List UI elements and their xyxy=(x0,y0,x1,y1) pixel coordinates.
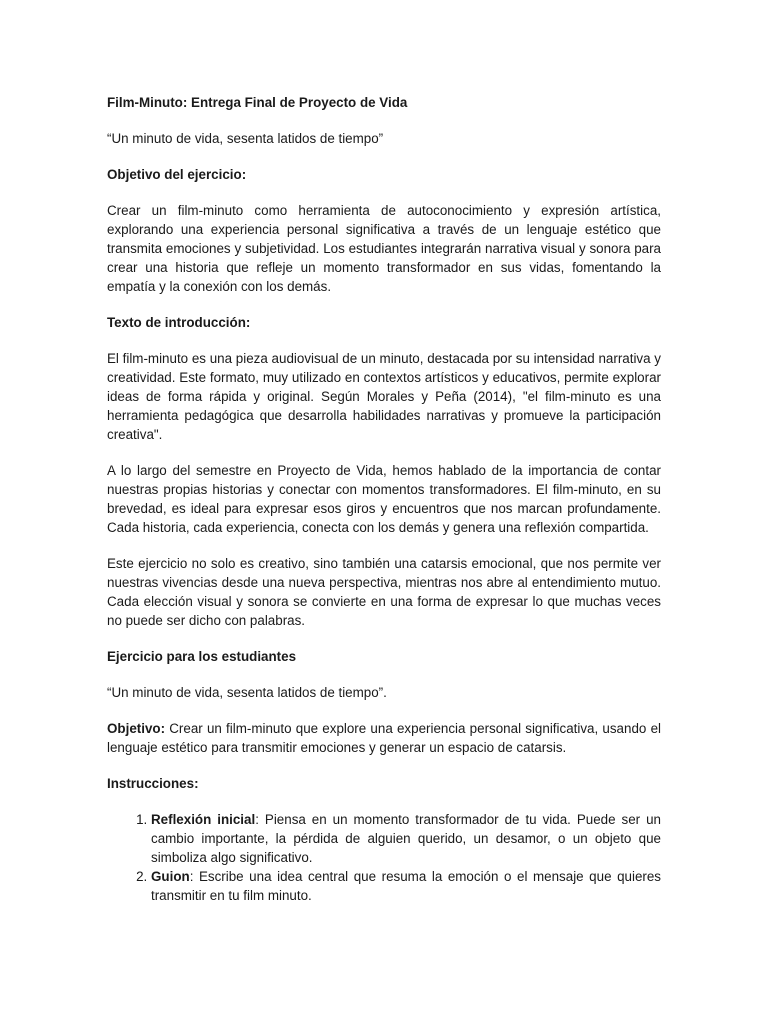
intro-heading: Texto de introducción: xyxy=(107,315,251,330)
list-item xyxy=(151,810,661,867)
list-item xyxy=(151,867,661,905)
exercise-objective-text: Crear un film-minuto que explore una experiencia personal significativa, usando el lenguaje estético para transmitir emociones y generar un espacio de catarsis. xyxy=(107,721,661,755)
instruction-text: : Escribe una idea central que resuma la emoción o el mensaje que quieres transmitir en tu film minuto. xyxy=(151,869,661,903)
instruction-label: Reflexión inicial xyxy=(151,812,256,827)
document-quote: “Un minuto de vida, sesenta latidos de tiempo” xyxy=(107,131,384,146)
instructions-list xyxy=(107,810,661,905)
objective-paragraph: Crear un film-minuto como herramienta de autoconocimiento y expresión artística, explorando una experiencia personal significativa a través de un lenguaje estético que transmita emociones y subjetividad. Los estudiantes integrarán narrativa visual y sonora para crear una historia que refleje un momento transformador en sus vidas, fomentando la empatía y la conexión con los demás. xyxy=(107,203,661,294)
instruction-label: Guion xyxy=(151,869,190,884)
document-title: Film-Minuto: Entrega Final de Proyecto de Vida xyxy=(107,95,408,110)
exercise-objective-paragraph xyxy=(107,719,661,757)
instruction-text: : Piensa en un momento transformador de tu vida. Puede ser un cambio importante, la pérdida de alguien querido, un desamor, o un objeto que simboliza algo significativo. xyxy=(151,812,661,865)
exercise-quote: “Un minuto de vida, sesenta latidos de tiempo”. xyxy=(107,685,387,700)
objective-heading: Objetivo del ejercicio: xyxy=(107,167,247,182)
exercise-heading: Ejercicio para los estudiantes xyxy=(107,649,297,664)
instructions-heading: Instrucciones: xyxy=(107,776,199,791)
intro-paragraph-3: Este ejercicio no solo es creativo, sino también una catarsis emocional, que nos permite ver nuestras vivencias desde una nueva perspectiva, mientras nos abre al entendimiento mutuo. Cada elección visual y sonora se convierte en una forma de expresar lo que muchas veces no puede ser dicho con palabras. xyxy=(107,556,661,628)
exercise-objective-label: Objetivo: xyxy=(107,721,166,736)
intro-paragraph-2: A lo largo del semestre en Proyecto de Vida, hemos hablado de la importancia de contar nuestras propias historias y conectar con momentos transformadores. El film-minuto, en su brevedad, es ideal para expresar esos giros y encuentros que nos marcan profundamente. Cada historia, cada experiencia, conecta con los demás y genera una reflexión compartida. xyxy=(107,463,661,535)
intro-paragraph-1: El film-minuto es una pieza audiovisual de un minuto, destacada por su intensidad narrativa y creatividad. Este formato, muy utilizado en contextos artísticos y educativos, permite explorar ideas de forma rápida y original. Según Morales y Peña (2014), "el film-minuto es una herramienta pedagógica que desarrolla habilidades narrativas y promueve la participación creativa". xyxy=(107,351,661,442)
